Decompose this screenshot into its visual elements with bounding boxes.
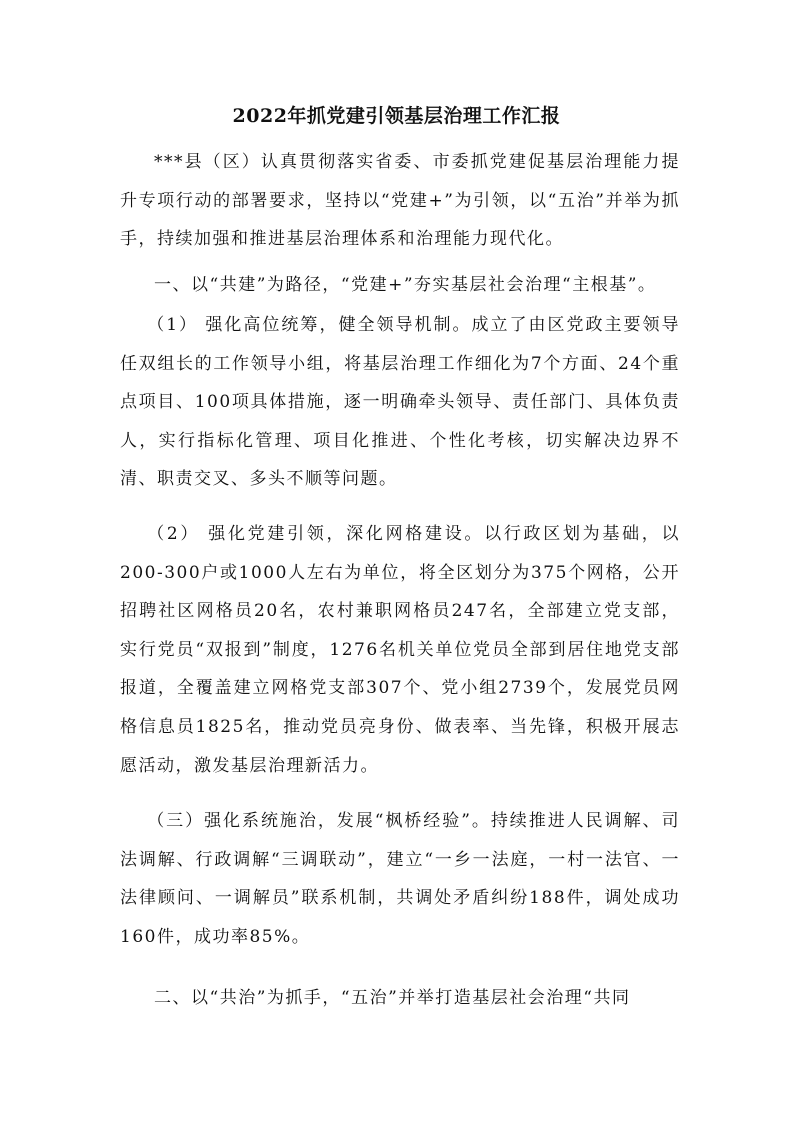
subsection-1-paragraph: （1） 强化高位统筹，健全领导机制。成立了由区党政主要领导任双组长的工作领导小组，将基层治理工作细化为7个方面、24个重点项目、100项具体措施，逐一明确牵头领导、责任部门、具体负责人，实行指标化管理、项目化推进、个性化考核，切实解决边界不清、职责交叉、多头不顺等问题。	[120, 315, 680, 490]
section-2-heading: 二、以“共治”为抓手，“五治”并举打造基层社会治理“共同	[154, 988, 631, 1008]
subsection-2-paragraph: （2） 强化党建引领，深化网格建设。以行政区划为基础，以200-300户或1000人左右为单位，将全区划分为375个网格，公开招聘社区网格员20名，农村兼职网格员247名，全部建立党支部，实行党员“双报到”制度，1276名机关单位党员全部到居住地党支部报道，全覆盖建立网格党支部307个、党小组2739个，发展党员网格信息员1825名，推动党员亮身份、做表率、当先锋，积极开展志愿活动，激发基层治理新活力。	[120, 524, 680, 776]
intro-paragraph: ***县（区）认真贯彻落实省委、市委抓党建促基层治理能力提升专项行动的部署要求，坚持以“党建+”为引领，以“五治”并举为抓手，持续加强和推进基层治理体系和治理能力现代化。	[120, 152, 680, 250]
subsection-3-paragraph: （三）强化系统施治，发展“枫桥经验”。持续推进人民调解、司法调解、行政调解“三调联动”，建立“一乡一法庭，一村一法官、一法律顾问、一调解员”联系机制，共调处矛盾纠纷188件，调处成功160件，成功率85%。	[120, 811, 680, 947]
section-1-heading: 一、以“共建”为路径，“党建+”夯实基层社会治理“主根基”。	[154, 275, 657, 295]
document-title: 2022年抓党建引领基层治理工作汇报	[232, 105, 561, 127]
